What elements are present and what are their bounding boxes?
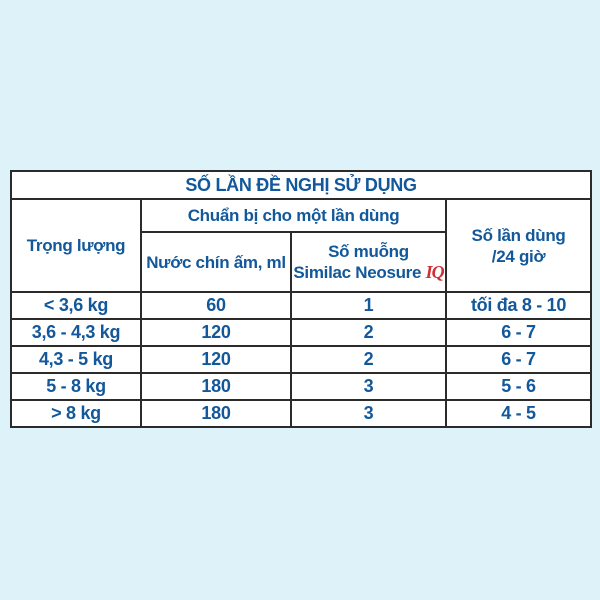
table-row (11, 319, 591, 346)
table-title-row (11, 171, 591, 199)
cell-servings: 5 - 6 (446, 373, 591, 400)
cell-weight: 3,6 - 4,3 kg (11, 319, 141, 346)
cell-weight: 5 - 8 kg (11, 373, 141, 400)
cell-weight: > 8 kg (11, 400, 141, 427)
table-title: SỐ LẦN ĐỀ NGHỊ SỬ DỤNG (11, 171, 591, 199)
column-header-scoops (291, 232, 446, 292)
table-row (11, 400, 591, 427)
cell-servings: tối đa 8 - 10 (446, 292, 591, 319)
scoops-header-line2: Similac Neosure (293, 263, 422, 282)
cell-water: 180 (141, 400, 291, 427)
cell-servings: 4 - 5 (446, 400, 591, 427)
cell-water: 180 (141, 373, 291, 400)
table-row (11, 373, 591, 400)
column-header-servings (446, 199, 591, 292)
cell-scoops: 1 (291, 292, 446, 319)
column-header-preparation: Chuẩn bị cho một lần dùng (141, 199, 446, 232)
usage-recommendation-table (10, 170, 592, 428)
cell-water: 120 (141, 346, 291, 373)
cell-scoops: 3 (291, 373, 446, 400)
column-header-weight: Trọng lượng (11, 199, 141, 292)
cell-water: 120 (141, 319, 291, 346)
cell-scoops: 2 (291, 346, 446, 373)
header-row-top (11, 199, 591, 232)
scoops-header-line1: Số muỗng (328, 242, 409, 261)
cell-servings: 6 - 7 (446, 346, 591, 373)
cell-weight: 4,3 - 5 kg (11, 346, 141, 373)
similac-iq-logo: IQ (425, 262, 444, 282)
table-row (11, 292, 591, 319)
table-row (11, 346, 591, 373)
cell-servings: 6 - 7 (446, 319, 591, 346)
cell-weight: < 3,6 kg (11, 292, 141, 319)
cell-scoops: 3 (291, 400, 446, 427)
servings-header-line2: /24 giờ (491, 246, 546, 266)
cell-water: 60 (141, 292, 291, 319)
column-header-water: Nước chín ấm, ml (141, 232, 291, 292)
cell-scoops: 2 (291, 319, 446, 346)
servings-header-line1: Số lần dùng (471, 225, 566, 245)
